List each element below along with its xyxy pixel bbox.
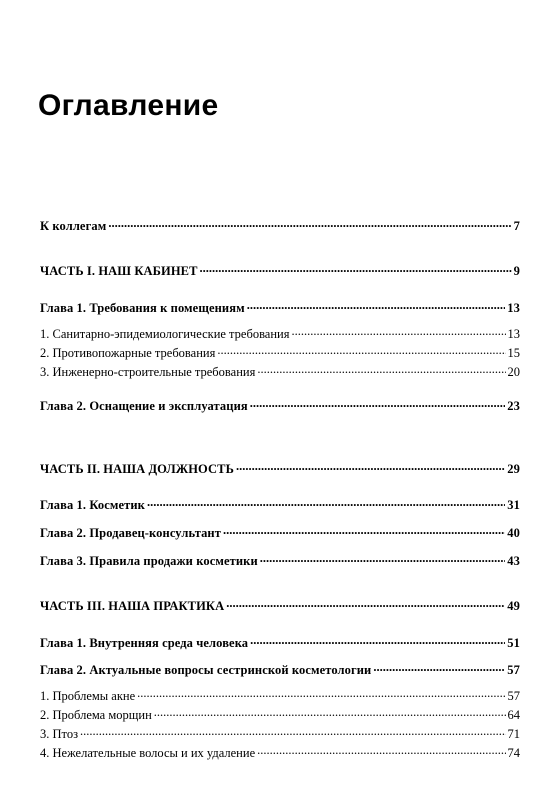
dot-leader xyxy=(217,343,505,358)
toc-entry-section[interactable] xyxy=(40,327,520,342)
toc-entry-section[interactable] xyxy=(40,689,520,704)
toc-page-number: 49 xyxy=(507,599,520,613)
toc-entry-part-2[interactable] xyxy=(40,462,520,477)
toc-entry-label: 2. Противопожарные требования xyxy=(40,346,216,360)
toc-entry-label: Глава 3. Правила продажи косметики xyxy=(40,554,258,568)
toc-entry-k-kollegam[interactable] xyxy=(40,219,520,234)
toc-entry-section[interactable] xyxy=(40,365,520,380)
toc-entry-part-3[interactable] xyxy=(40,599,520,614)
toc-entry-label: Глава 1. Требования к помещениям xyxy=(40,301,245,315)
toc-page-number: 29 xyxy=(507,462,520,476)
toc-entry-label: К коллегам xyxy=(40,219,107,233)
dot-leader xyxy=(250,396,506,411)
toc-page-number: 20 xyxy=(507,365,520,379)
toc-entry-label: ЧАСТЬ I. НАШ КАБИНЕТ xyxy=(40,264,198,278)
dot-leader xyxy=(80,724,505,739)
toc-entry-label: Глава 2. Актуальные вопросы сестринской косметологии xyxy=(40,663,372,677)
toc-entry-part-2-chapter-1[interactable] xyxy=(40,498,520,513)
dot-leader xyxy=(250,633,505,648)
dot-leader xyxy=(226,596,505,611)
toc-page-number: 57 xyxy=(507,689,520,703)
toc-page-number: 57 xyxy=(507,663,520,677)
toc-page-number: 43 xyxy=(507,554,520,568)
toc-entry-label: 1. Санитарно-эпидемиологические требования xyxy=(40,327,290,341)
toc-page-number: 23 xyxy=(507,399,520,413)
dot-leader xyxy=(236,459,505,474)
dot-leader xyxy=(292,324,506,339)
toc-entry-label: 1. Проблемы акне xyxy=(40,689,136,703)
toc-page-number: 9 xyxy=(513,264,520,278)
toc-page-number: 40 xyxy=(507,526,520,540)
toc-entry-part-2-chapter-2[interactable] xyxy=(40,526,520,541)
toc-entry-part-1[interactable] xyxy=(40,264,520,279)
dot-leader xyxy=(137,686,505,701)
toc-page-number: 64 xyxy=(507,708,520,722)
toc-entry-section[interactable] xyxy=(40,346,520,361)
toc-page-number: 71 xyxy=(507,727,520,741)
toc-entry-label: Глава 2. Продавец-консультант xyxy=(40,526,221,540)
toc-entry-label: ЧАСТЬ III. НАША ПРАКТИКА xyxy=(40,599,225,613)
toc-page-number: 15 xyxy=(507,346,520,360)
toc-entry-section[interactable] xyxy=(40,708,520,723)
toc-entry-part-1-chapter-1[interactable] xyxy=(40,301,520,316)
dot-leader xyxy=(108,216,511,231)
toc-entry-section[interactable] xyxy=(40,727,520,742)
dot-leader xyxy=(260,551,506,566)
toc-entry-label: Глава 1. Косметик xyxy=(40,498,145,512)
toc-page-number: 13 xyxy=(507,301,520,315)
toc-entry-label: 2. Проблема морщин xyxy=(40,708,152,722)
toc-page-number: 31 xyxy=(507,498,520,512)
dot-leader xyxy=(147,495,505,510)
toc-entry-part-3-chapter-1[interactable] xyxy=(40,636,520,651)
toc-entry-label: Глава 1. Внутренняя среда человека xyxy=(40,636,249,650)
toc-entry-label: ЧАСТЬ II. НАША ДОЛЖНОСТЬ xyxy=(40,462,234,476)
toc-entry-label: 3. Птоз xyxy=(40,727,79,741)
dot-leader xyxy=(200,261,512,276)
toc-entry-part-2-chapter-3[interactable] xyxy=(40,554,520,569)
toc-page-number: 74 xyxy=(507,746,520,760)
toc-entry-part-1-chapter-2[interactable] xyxy=(40,399,520,414)
dot-leader xyxy=(257,743,505,758)
toc-entry-label: 4. Нежелательные волосы и их удаление xyxy=(40,746,256,760)
dot-leader xyxy=(154,705,506,720)
dot-leader xyxy=(257,362,505,377)
page-title: Оглавление xyxy=(38,89,219,122)
dot-leader xyxy=(247,298,506,313)
dot-leader xyxy=(373,660,505,675)
toc-page-number: 51 xyxy=(507,636,520,650)
toc-entry-label: Глава 2. Оснащение и эксплуатация xyxy=(40,399,248,413)
dot-leader xyxy=(223,523,505,538)
toc-page-number: 7 xyxy=(513,219,520,233)
toc-entry-part-3-chapter-2[interactable] xyxy=(40,663,520,678)
toc-entry-section[interactable] xyxy=(40,746,520,761)
toc-entry-label: 3. Инженерно-строительные требования xyxy=(40,365,256,379)
toc-page-number: 13 xyxy=(507,327,520,341)
